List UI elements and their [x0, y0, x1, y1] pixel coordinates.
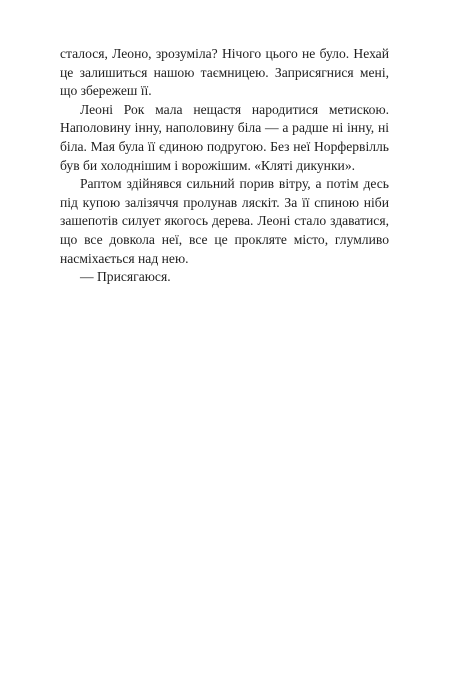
- paragraph-1: сталося, Леоно, зрозуміла? Нічого цього не було. Нехай це залишиться нашою таємницею. Заприсягнися мені, що збережеш її.: [60, 46, 389, 99]
- body-text: [60, 45, 389, 287]
- paragraph-2: Леоні Рок мала нещастя народитися метискою. Наполовину інну, наполовину біла — а радше ні інну, ні біла. Мая була її єдиною подругою. Без неї Норфервілль був би холоднішим і ворожішим. «Кляті дикунки».: [60, 101, 389, 173]
- paragraph-4-dialogue: — Присягаюся.: [80, 269, 171, 285]
- paragraph-3: Раптом здійнявся сильний порив вітру, а потім десь під купою залізяччя пролунав ляскіт. За її спиною ніби зашепотів силует якогось дерева. Леоні стало здаватися, що все довкола неї, все це прокляте місто, глумливо насміхається над нею.: [60, 176, 389, 266]
